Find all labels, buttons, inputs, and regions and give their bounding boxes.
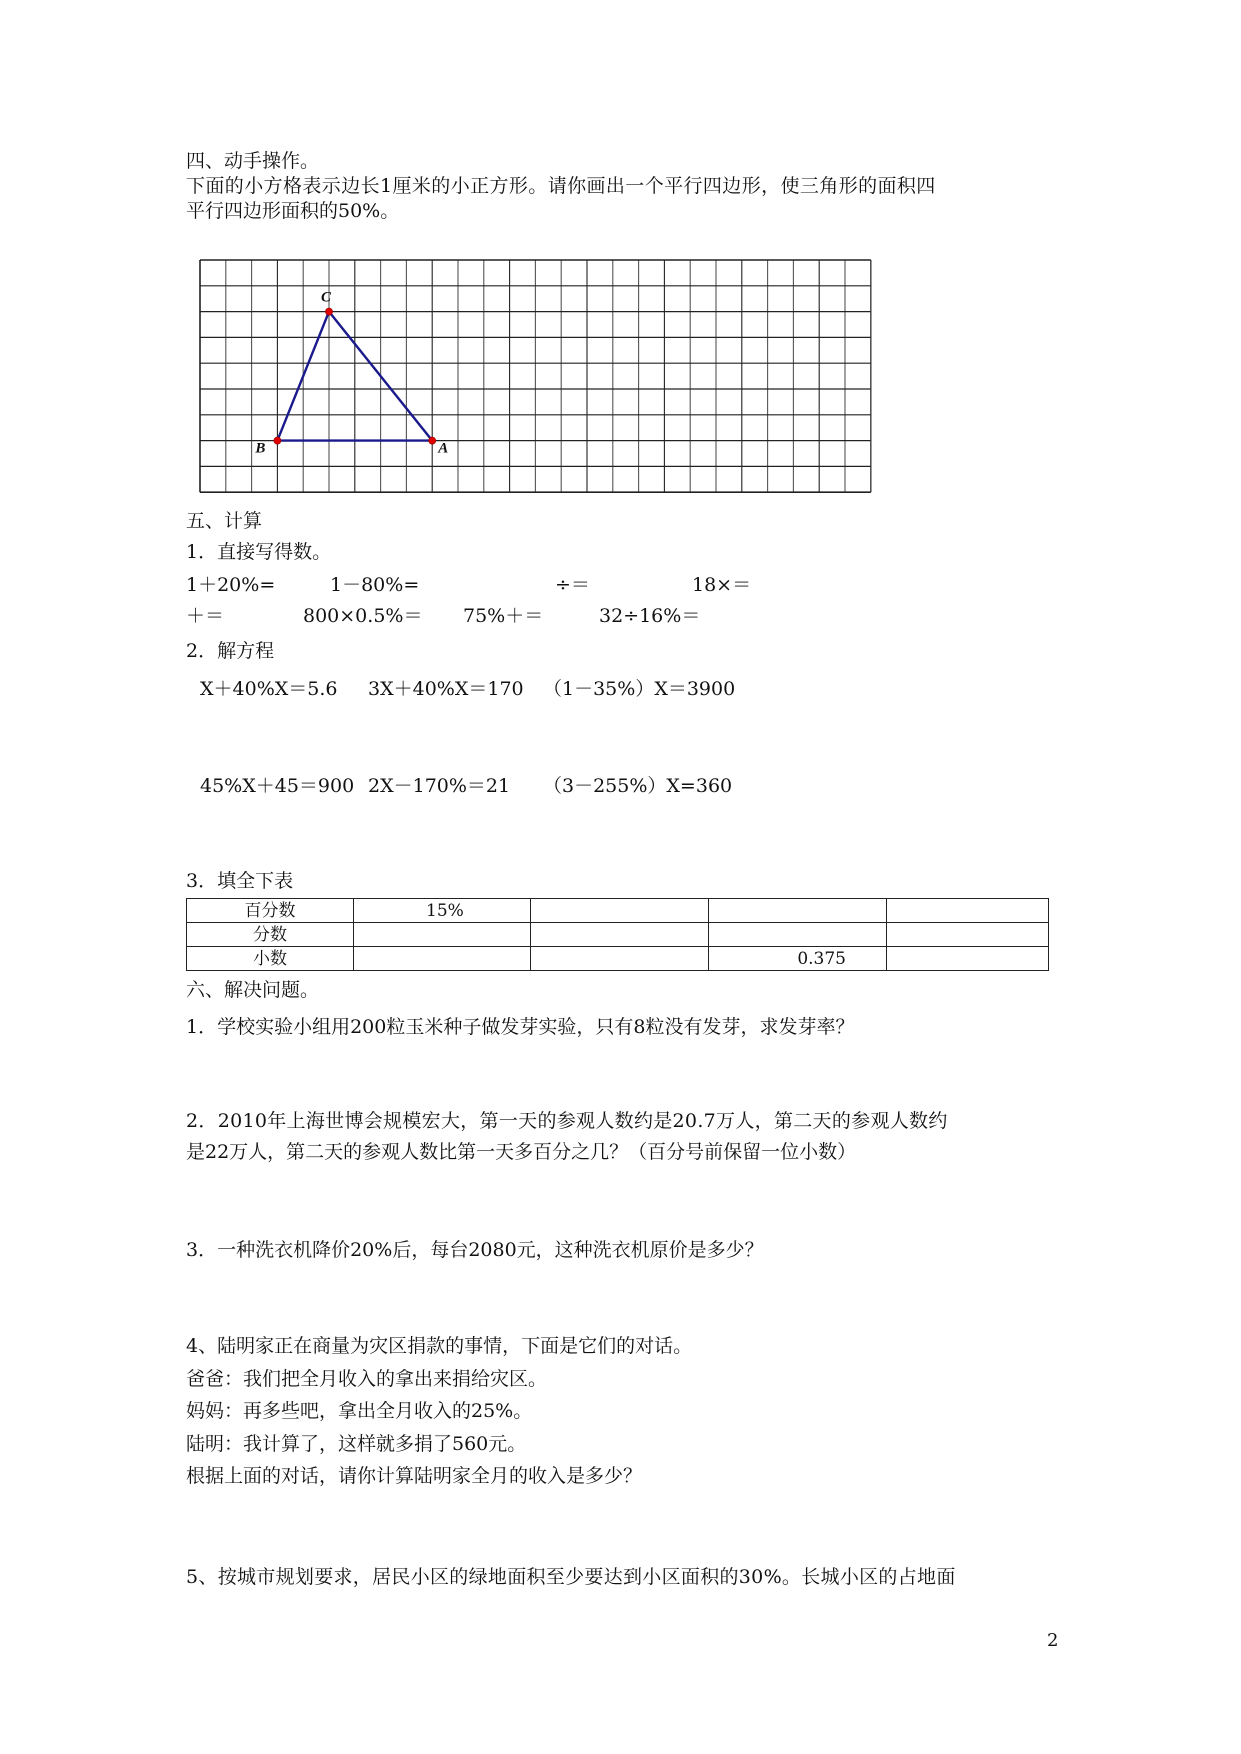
mental-math-item: 800×0.5%＝ xyxy=(303,605,423,627)
table-cell[interactable] xyxy=(887,899,1049,923)
problem-2-line1: 2．2010年上海世博会规模宏大，第一天的参观人数约是20.7万人，第二天的参观人数约 xyxy=(186,1110,948,1132)
problem-5: 5、按城市规划要求，居民小区的绿地面积至少要达到小区面积的30%。长城小区的占地面 xyxy=(186,1566,956,1588)
problem-4-question: 根据上面的对话，请你计算陆明家全月的收入是多少？ xyxy=(186,1465,643,1487)
q1-title: 1．直接写得数。 xyxy=(186,541,332,563)
section4-title: 四、动手操作。 xyxy=(186,150,320,172)
mental-math-item: 75%＋＝ xyxy=(463,605,544,627)
table-cell[interactable] xyxy=(354,947,531,971)
row-header: 分数 xyxy=(187,923,354,947)
row-header: 小数 xyxy=(187,947,354,971)
section6-title: 六、解决问题。 xyxy=(186,979,320,1001)
dialogue-mom: 妈妈：再多些吧，拿出全月收入的25%。 xyxy=(186,1400,533,1422)
problem-1: 1．学校实验小组用200粒玉米种子做发芽实验，只有8粒没有发芽，求发芽率？ xyxy=(186,1016,855,1038)
section4-instruction-line1: 下面的小方格表示边长1厘米的小正方形。请你画出一个平行四边形，使三角形的面积四 xyxy=(186,175,936,197)
q3-title: 3．填全下表 xyxy=(186,870,294,892)
vertex-label-b: B xyxy=(255,440,266,457)
equation: （1－35%）X＝3900 xyxy=(543,678,736,700)
problem-4-intro: 4、陆明家正在商量为灾区捐款的事情，下面是它们的对话。 xyxy=(186,1335,693,1357)
section5-title: 五、计算 xyxy=(186,510,263,532)
equation: 45%X＋45＝900 xyxy=(200,775,355,797)
mental-math-item: 18×＝ xyxy=(692,574,752,596)
table-cell[interactable] xyxy=(354,923,531,947)
mental-math-item: ÷＝ xyxy=(555,574,590,596)
equation: （3－255%）X=360 xyxy=(543,775,733,797)
table-cell[interactable]: 0.375 xyxy=(709,947,887,971)
equation: X＋40%X＝5.6 xyxy=(200,678,338,700)
table-cell[interactable] xyxy=(531,923,709,947)
dialogue-luming: 陆明：我计算了，这样就多捐了560元。 xyxy=(186,1433,527,1455)
vertex-point-a xyxy=(429,437,436,444)
mental-math-item: 1＋20%= xyxy=(186,574,276,596)
equation: 2X－170%＝21 xyxy=(368,775,511,797)
problem-2-line2: 是22万人，第二天的参观人数比第一天多百分之几？（百分号前保留一位小数） xyxy=(186,1141,857,1163)
table-cell[interactable] xyxy=(887,947,1049,971)
table-cell[interactable] xyxy=(709,923,887,947)
vertex-label-a: A xyxy=(438,440,449,457)
table-row xyxy=(187,923,1049,947)
fill-table xyxy=(186,898,1049,971)
table-row xyxy=(187,899,1049,923)
row-header: 百分数 xyxy=(187,899,354,923)
page-number: 2 xyxy=(1047,1630,1059,1651)
table-cell[interactable] xyxy=(531,899,709,923)
q2-title: 2．解方程 xyxy=(186,640,275,662)
section4-instruction-line2: 平行四边形面积的50%。 xyxy=(186,200,400,222)
mental-math-item: 32÷16%＝ xyxy=(599,605,701,627)
table-cell[interactable] xyxy=(709,899,887,923)
vertex-point-c xyxy=(325,308,332,315)
table-cell[interactable]: 15% xyxy=(354,899,531,923)
problem-3: 3．一种洗衣机降价20%后，每台2080元，这种洗衣机原价是多少？ xyxy=(186,1239,764,1261)
table-row xyxy=(187,947,1049,971)
table-cell[interactable] xyxy=(887,923,1049,947)
grid-diagram xyxy=(0,0,1241,520)
vertex-point-b xyxy=(274,437,281,444)
mental-math-item: ＋＝ xyxy=(186,605,225,627)
table-cell[interactable] xyxy=(531,947,709,971)
vertex-label-c: C xyxy=(321,289,332,306)
equation: 3X＋40%X＝170 xyxy=(368,678,524,700)
dialogue-dad: 爸爸：我们把全月收入的拿出来捐给灾区。 xyxy=(186,1368,548,1390)
mental-math-item: 1－80%= xyxy=(330,574,420,596)
